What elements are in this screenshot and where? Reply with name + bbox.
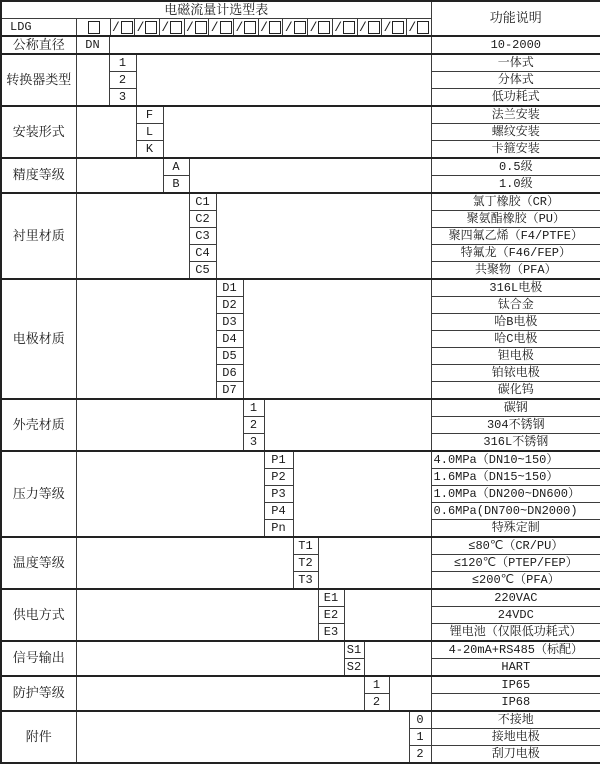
spacer-cell xyxy=(76,537,293,589)
code-cell: C2 xyxy=(189,211,216,228)
description-cell: 螺纹安装 xyxy=(431,124,600,141)
code-box xyxy=(77,19,110,35)
empty-option-box-icon xyxy=(294,21,306,34)
code-cell: 1 xyxy=(409,729,431,746)
section-label-liner-material: 衬里材质 xyxy=(1,193,76,279)
spacer-cell xyxy=(136,54,431,106)
spacer-cell xyxy=(76,279,216,399)
code-box: / xyxy=(159,19,184,35)
empty-option-box-icon xyxy=(343,21,355,34)
code-cell: C1 xyxy=(189,193,216,211)
description-cell: 316L电极 xyxy=(431,279,600,297)
code-cell: E3 xyxy=(318,624,344,642)
description-cell: HART xyxy=(431,659,600,677)
description-cell: 4.0MPa（DN10~150） xyxy=(431,451,600,469)
spacer-cell xyxy=(76,711,409,763)
section-label-protection-rating: 防护等级 xyxy=(1,676,76,711)
section-label-temperature-rating: 温度等级 xyxy=(1,537,76,589)
description-cell: 氯丁橡胶（CR） xyxy=(431,193,600,211)
code-cell: D1 xyxy=(216,279,243,297)
code-cell: P4 xyxy=(264,503,293,520)
spacer-cell xyxy=(364,641,431,676)
code-cell: D7 xyxy=(216,382,243,400)
description-cell: 分体式 xyxy=(431,72,600,89)
description-cell: 哈C电极 xyxy=(431,331,600,348)
empty-option-box-icon xyxy=(417,21,429,34)
code-cell: 2 xyxy=(243,417,264,434)
spacer-cell xyxy=(163,106,431,158)
spacer-cell xyxy=(293,451,431,537)
code-cell: 1 xyxy=(364,676,389,694)
description-cell: 不接地 xyxy=(431,711,600,729)
code-box: / xyxy=(184,19,209,35)
code-cell: C5 xyxy=(189,262,216,280)
code-cell: 2 xyxy=(364,694,389,712)
description-cell: 1.0级 xyxy=(431,176,600,194)
description-cell: 共聚物（PFA） xyxy=(431,262,600,280)
code-cell: K xyxy=(136,141,163,159)
code-cell: P1 xyxy=(264,451,293,469)
code-cell: E1 xyxy=(318,589,344,607)
code-box: / xyxy=(406,19,431,35)
code-cell: 1 xyxy=(243,399,264,417)
section-label-housing-material: 外壳材质 xyxy=(1,399,76,451)
code-cell: E2 xyxy=(318,607,344,624)
spacer-cell xyxy=(76,158,163,193)
spacer-cell xyxy=(76,451,264,537)
spacer-cell xyxy=(76,106,136,158)
description-cell: 低功耗式 xyxy=(431,89,600,107)
description-cell: 一体式 xyxy=(431,54,600,72)
code-box: / xyxy=(381,19,406,35)
description-cell: 哈B电极 xyxy=(431,314,600,331)
spacer-cell xyxy=(76,641,344,676)
code-cell: D5 xyxy=(216,348,243,365)
code-box: / xyxy=(332,19,357,35)
empty-option-box-icon xyxy=(121,21,133,34)
description-cell: 4-20mA+RS485（标配） xyxy=(431,641,600,659)
description-cell: IP68 xyxy=(431,694,600,712)
code-cell: S2 xyxy=(344,659,364,677)
description-cell: ≤80℃（CR/PU） xyxy=(431,537,600,555)
code-cell: DN xyxy=(76,36,109,54)
description-cell: 碳化钨 xyxy=(431,382,600,400)
description-cell: 304不锈钢 xyxy=(431,417,600,434)
code-box: / xyxy=(208,19,233,35)
code-box: / xyxy=(110,19,135,35)
description-cell: 卡箍安装 xyxy=(431,141,600,159)
description-cell: 钽电极 xyxy=(431,348,600,365)
section-label-signal-output: 信号输出 xyxy=(1,641,76,676)
spacer-cell xyxy=(76,676,364,711)
function-column-header: 功能说明 xyxy=(431,1,600,36)
empty-option-box-icon xyxy=(269,21,281,34)
spacer-cell xyxy=(243,279,431,399)
code-cell: B xyxy=(163,176,189,194)
code-cell: C3 xyxy=(189,228,216,245)
code-box: / xyxy=(233,19,258,35)
description-cell: 碳钢 xyxy=(431,399,600,417)
code-cell: Pn xyxy=(264,520,293,538)
spacer-cell xyxy=(389,676,431,711)
code-cell: T2 xyxy=(293,555,318,572)
code-cell: S1 xyxy=(344,641,364,659)
empty-option-box-icon xyxy=(145,21,157,34)
spacer-cell xyxy=(109,36,431,54)
description-cell: 特殊定制 xyxy=(431,520,600,538)
description-cell: 铂铱电极 xyxy=(431,365,600,382)
description-cell: 316L不锈钢 xyxy=(431,434,600,452)
code-box: / xyxy=(282,19,307,35)
model-code-prefix: LDG xyxy=(1,19,76,37)
section-label-electrode-material: 电极材质 xyxy=(1,279,76,399)
description-cell: 聚四氟乙烯（F4/PTFE） xyxy=(431,228,600,245)
code-cell: T3 xyxy=(293,572,318,590)
spacer-cell xyxy=(264,399,431,451)
section-label-accessories: 附件 xyxy=(1,711,76,763)
section-label-power-supply: 供电方式 xyxy=(1,589,76,641)
section-label-pressure-rating: 压力等级 xyxy=(1,451,76,537)
code-cell: F xyxy=(136,106,163,124)
code-cell: T1 xyxy=(293,537,318,555)
code-box: / xyxy=(258,19,283,35)
code-cell: P2 xyxy=(264,469,293,486)
code-cell: 2 xyxy=(409,746,431,764)
code-cell: D4 xyxy=(216,331,243,348)
empty-option-box-icon xyxy=(392,21,404,34)
spacer-cell xyxy=(216,193,431,279)
description-cell: 特氟龙（F46/FEP） xyxy=(431,245,600,262)
code-cell: P3 xyxy=(264,486,293,503)
code-cell: C4 xyxy=(189,245,216,262)
code-cell: D2 xyxy=(216,297,243,314)
spacer-cell xyxy=(344,589,431,641)
code-cell: 3 xyxy=(109,89,136,107)
code-cell: L xyxy=(136,124,163,141)
description-cell: 锂电池（仅限低功耗式） xyxy=(431,624,600,642)
description-cell: 10-2000 xyxy=(431,36,600,54)
empty-option-box-icon xyxy=(244,21,256,34)
table-title: 电磁流量计选型表 xyxy=(1,1,431,19)
section-label-installation-type: 安装形式 xyxy=(1,106,76,158)
section-label-converter-type: 转换器类型 xyxy=(1,54,76,106)
code-box: / xyxy=(357,19,382,35)
spacer-cell xyxy=(76,399,243,451)
empty-option-box-icon xyxy=(220,21,232,34)
description-cell: 24VDC xyxy=(431,607,600,624)
code-row xyxy=(77,19,431,35)
code-box: / xyxy=(307,19,332,35)
description-cell: 钛合金 xyxy=(431,297,600,314)
spacer-cell xyxy=(318,537,431,589)
description-cell: 0.6MPa(DN700~DN2000) xyxy=(431,503,600,520)
code-cell: 0 xyxy=(409,711,431,729)
code-cell: 3 xyxy=(243,434,264,452)
code-box: / xyxy=(134,19,159,35)
code-cell: 1 xyxy=(109,54,136,72)
spacer-cell xyxy=(189,158,431,193)
spacer-cell xyxy=(76,589,318,641)
empty-option-box-icon xyxy=(318,21,330,34)
description-cell: 0.5级 xyxy=(431,158,600,176)
description-cell: ≤120℃（PTEP/FEP） xyxy=(431,555,600,572)
empty-option-box-icon xyxy=(195,21,207,34)
section-label-accuracy-grade: 精度等级 xyxy=(1,158,76,193)
description-cell: 220VAC xyxy=(431,589,600,607)
description-cell: IP65 xyxy=(431,676,600,694)
code-cell: A xyxy=(163,158,189,176)
description-cell: 1.0MPa（DN200~DN600） xyxy=(431,486,600,503)
spacer-cell xyxy=(76,193,189,279)
code-cell: D3 xyxy=(216,314,243,331)
section-label-nominal-diameter: 公称直径 xyxy=(1,36,76,54)
model-code-boxes xyxy=(76,19,431,37)
code-cell: D6 xyxy=(216,365,243,382)
description-cell: 接地电极 xyxy=(431,729,600,746)
spacer-cell xyxy=(76,54,109,106)
description-cell: 刮刀电极 xyxy=(431,746,600,764)
description-cell: 聚氨酯橡胶（PU） xyxy=(431,211,600,228)
description-cell: 法兰安装 xyxy=(431,106,600,124)
code-cell: 2 xyxy=(109,72,136,89)
description-cell: ≤200℃（PFA） xyxy=(431,572,600,590)
description-cell: 1.6MPa（DN15~150） xyxy=(431,469,600,486)
empty-option-box-icon xyxy=(170,21,182,34)
empty-option-box-icon xyxy=(368,21,380,34)
empty-option-box-icon xyxy=(88,21,100,34)
